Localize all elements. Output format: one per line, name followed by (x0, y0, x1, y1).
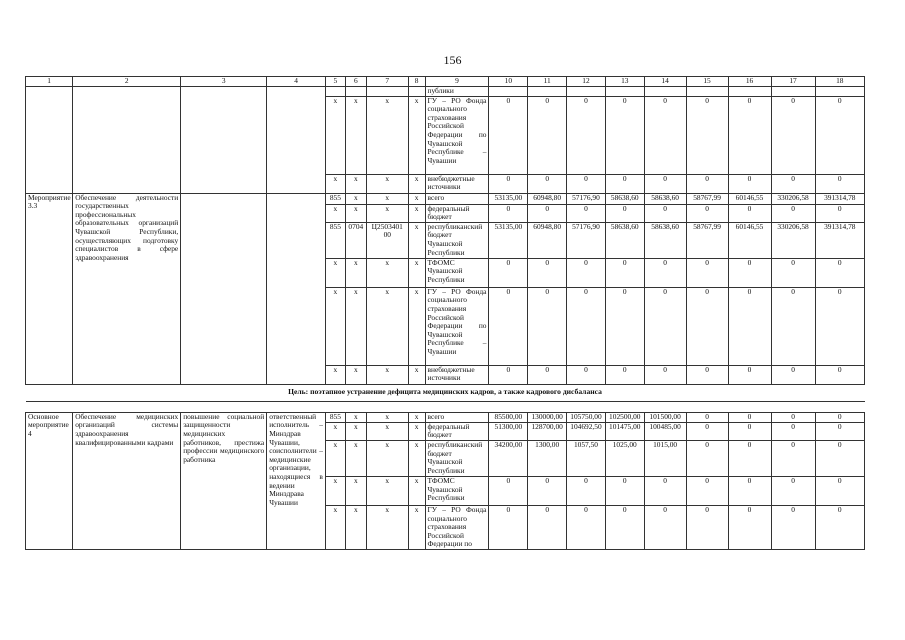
amount-cell: 0 (686, 174, 728, 193)
amount-cell: 130000,00 (528, 412, 567, 422)
page-number: 156 (443, 53, 462, 67)
amount-cell (567, 87, 606, 97)
column-number: 17 (771, 77, 815, 87)
amount-cell: 0 (815, 440, 864, 476)
amount-cell: 60948,80 (528, 222, 567, 258)
column-number: 2 (73, 77, 181, 87)
amount-cell: 0 (771, 174, 815, 193)
amount-cell: 0 (728, 505, 771, 549)
budget-code-cell: х (325, 287, 345, 365)
budget-code-cell: х (325, 258, 345, 287)
amount-cell: 53135,00 (489, 193, 528, 204)
amount-cell: 0 (686, 505, 728, 549)
executor-cell (267, 87, 326, 194)
column-number: 5 (325, 77, 345, 87)
amount-cell: 1057,50 (567, 440, 606, 476)
amount-cell (605, 87, 644, 97)
amount-cell: 0 (686, 287, 728, 365)
amount-cell: 0 (567, 287, 606, 365)
amount-cell: 58767,99 (686, 193, 728, 204)
expense-group-cell: х (408, 258, 425, 287)
goal-row (26, 384, 865, 401)
amount-cell: 0 (489, 204, 528, 222)
section-code-cell: х (345, 440, 366, 476)
amount-cell: 60948,80 (528, 193, 567, 204)
target-article-cell: х (366, 440, 408, 476)
amount-cell: 58638,60 (605, 222, 644, 258)
amount-cell: 0 (815, 476, 864, 505)
amount-cell: 0 (771, 422, 815, 440)
column-number: 4 (267, 77, 326, 87)
funding-source-cell: внебюджетные источники (425, 174, 489, 193)
amount-cell: 58767,99 (686, 222, 728, 258)
description-cell: Обеспечение деятельности государственных профессиональных образовательных организаций Чувашской Республики, осуществляющих подготовку специалистов в сфере здравоохранения (73, 193, 181, 384)
column-number: 8 (408, 77, 425, 87)
amount-cell: 0 (528, 476, 567, 505)
column-number: 15 (686, 77, 728, 87)
amount-cell (528, 87, 567, 97)
target-article-cell: х (366, 422, 408, 440)
funding-source-cell: всего (425, 193, 489, 204)
table-row (26, 412, 865, 422)
section-code-cell: х (345, 505, 366, 549)
target-article-cell: х (366, 505, 408, 549)
amount-cell: 101475,00 (605, 422, 644, 440)
amount-cell: 0 (815, 204, 864, 222)
amount-cell: 1025,00 (605, 440, 644, 476)
amount-cell: 58638,60 (605, 193, 644, 204)
amount-cell: 0 (686, 258, 728, 287)
amount-cell: 0 (644, 287, 686, 365)
budget-code-cell: х (325, 96, 345, 174)
amount-cell: 128700,00 (528, 422, 567, 440)
amount-cell: 0 (686, 365, 728, 384)
amount-cell: 0 (605, 505, 644, 549)
expense-group-cell: х (408, 204, 425, 222)
expense-group-cell: х (408, 440, 425, 476)
column-number: 9 (425, 77, 489, 87)
amount-cell: 60146,55 (728, 193, 771, 204)
budget-code-cell: 855 (325, 193, 345, 204)
amount-cell: 0 (728, 174, 771, 193)
expense-group-cell: х (408, 222, 425, 258)
amount-cell: 0 (605, 96, 644, 174)
amount-cell: 0 (528, 505, 567, 549)
column-number: 13 (605, 77, 644, 87)
column-number: 3 (181, 77, 267, 87)
amount-cell: 101500,00 (644, 412, 686, 422)
target-article-cell: х (366, 174, 408, 193)
table-cell (325, 87, 345, 97)
amount-cell: 0 (605, 258, 644, 287)
target-article-cell: х (366, 193, 408, 204)
budget-table (25, 76, 865, 550)
amount-cell: 0 (489, 174, 528, 193)
amount-cell: 391314,78 (815, 222, 864, 258)
target-article-cell: х (366, 287, 408, 365)
budget-code-cell: х (325, 204, 345, 222)
table-cell (408, 87, 425, 97)
table-row (26, 193, 865, 204)
amount-cell: 0 (528, 365, 567, 384)
amount-cell: 0 (728, 440, 771, 476)
target-article-cell: х (366, 204, 408, 222)
amount-cell: 0 (771, 287, 815, 365)
amount-cell: 57176,90 (567, 222, 606, 258)
amount-cell: 0 (644, 505, 686, 549)
amount-cell: 0 (567, 365, 606, 384)
amount-cell: 0 (815, 422, 864, 440)
amount-cell: 0 (528, 287, 567, 365)
amount-cell: 0 (815, 412, 864, 422)
result-cell (181, 87, 267, 194)
target-article-cell: х (366, 258, 408, 287)
section-code-cell: х (345, 476, 366, 505)
amount-cell (728, 87, 771, 97)
amount-cell: 0 (686, 440, 728, 476)
amount-cell: 0 (489, 365, 528, 384)
amount-cell: 51300,00 (489, 422, 528, 440)
amount-cell: 0 (489, 505, 528, 549)
amount-cell: 0 (528, 96, 567, 174)
amount-cell: 0 (489, 258, 528, 287)
amount-cell: 0 (815, 505, 864, 549)
funding-source-cell: республиканский бюджет Чувашской Республики (425, 222, 489, 258)
budget-code-cell: 855 (325, 222, 345, 258)
column-number: 6 (345, 77, 366, 87)
column-header-row (26, 77, 865, 87)
amount-cell: 1300,00 (528, 440, 567, 476)
target-article-cell: х (366, 412, 408, 422)
funding-source-cell: всего (425, 412, 489, 422)
target-article-cell: х (366, 476, 408, 505)
column-number: 11 (528, 77, 567, 87)
description-cell: Обеспечение медицинских организаций системы здравоохранения квалифицированными кадрами (73, 412, 181, 549)
amount-cell: 0 (567, 505, 606, 549)
funding-source-cell: ТФОМС Чувашской Республики (425, 476, 489, 505)
amount-cell: 0 (489, 287, 528, 365)
amount-cell: 1015,00 (644, 440, 686, 476)
activity-cell (26, 87, 73, 194)
budget-code-cell: х (325, 422, 345, 440)
amount-cell: 0 (771, 96, 815, 174)
budget-code-cell: х (325, 174, 345, 193)
section-code-cell: х (345, 412, 366, 422)
goal-heading: Цель: поэтапное устранение дефицита медицинских кадров, а также кадрового дисбаланса (26, 384, 865, 401)
amount-cell: 0 (644, 96, 686, 174)
amount-cell: 58638,60 (644, 193, 686, 204)
section-code-cell: х (345, 422, 366, 440)
amount-cell: 0 (528, 174, 567, 193)
amount-cell (815, 87, 864, 97)
amount-cell: 0 (728, 96, 771, 174)
amount-cell: 0 (686, 96, 728, 174)
amount-cell: 60146,55 (728, 222, 771, 258)
amount-cell: 0 (686, 204, 728, 222)
column-number: 7 (366, 77, 408, 87)
column-number: 14 (644, 77, 686, 87)
column-number: 1 (26, 77, 73, 87)
amount-cell: 0 (567, 204, 606, 222)
expense-group-cell: х (408, 96, 425, 174)
amount-cell: 0 (644, 476, 686, 505)
amount-cell: 0 (728, 422, 771, 440)
budget-code-cell: х (325, 440, 345, 476)
section-code-cell: х (345, 174, 366, 193)
amount-cell: 0 (567, 174, 606, 193)
funding-source-cell: федеральный бюджет (425, 204, 489, 222)
target-article-cell: х (366, 365, 408, 384)
amount-cell: 0 (528, 258, 567, 287)
section-code-cell: х (345, 204, 366, 222)
table-cell (366, 87, 408, 97)
amount-cell: 53135,00 (489, 222, 528, 258)
expense-group-cell: х (408, 505, 425, 549)
amount-cell: 0 (644, 174, 686, 193)
amount-cell: 0 (771, 412, 815, 422)
amount-cell (644, 87, 686, 97)
funding-source-cell: федеральный бюджет (425, 422, 489, 440)
amount-cell: 0 (644, 258, 686, 287)
amount-cell: 0 (771, 258, 815, 287)
executor-cell: ответственный исполнитель – Минздрав Чувашии, соисполнители – медицинские организации, находящиеся в ведении Минздрава Чувашии (267, 412, 326, 549)
amount-cell: 0 (728, 412, 771, 422)
amount-cell (771, 87, 815, 97)
funding-source-cell: республиканский бюджет Чувашской Республики (425, 440, 489, 476)
amount-cell: 0 (728, 365, 771, 384)
result-cell: повышение социальной защищенности медицинских работников, престижа профессии медицинского работника (181, 412, 267, 549)
description-cell (73, 87, 181, 194)
column-number: 12 (567, 77, 606, 87)
amount-cell: 0 (771, 204, 815, 222)
amount-cell: 0 (728, 287, 771, 365)
amount-cell: 0 (686, 412, 728, 422)
target-article-cell: х (366, 96, 408, 174)
table-row (26, 87, 865, 97)
amount-cell: 0 (686, 422, 728, 440)
amount-cell: 0 (771, 505, 815, 549)
activity-cell: Мероприятие 3.3 (26, 193, 73, 384)
amount-cell: 0 (771, 365, 815, 384)
amount-cell: 0 (815, 287, 864, 365)
section-code-cell: 0704 (345, 222, 366, 258)
amount-cell: 0 (728, 204, 771, 222)
amount-cell: 391314,78 (815, 193, 864, 204)
amount-cell: 85500,00 (489, 412, 528, 422)
amount-cell: 0 (771, 440, 815, 476)
amount-cell: 0 (686, 476, 728, 505)
funding-source-cell: внебюджетные источники (425, 365, 489, 384)
funding-source-cell: публики (425, 87, 489, 97)
amount-cell: 0 (728, 258, 771, 287)
funding-source-cell: ТФОМС Чувашской Республики (425, 258, 489, 287)
budget-code-cell: х (325, 476, 345, 505)
column-number: 10 (489, 77, 528, 87)
spacer-cell (26, 401, 865, 412)
amount-cell: 0 (605, 174, 644, 193)
amount-cell: 105750,00 (567, 412, 606, 422)
section-code-cell: х (345, 258, 366, 287)
amount-cell: 34200,00 (489, 440, 528, 476)
expense-group-cell: х (408, 412, 425, 422)
target-article-cell: Ц2503401 00 (366, 222, 408, 258)
amount-cell: 0 (567, 96, 606, 174)
amount-cell: 100485,00 (644, 422, 686, 440)
amount-cell: 0 (489, 476, 528, 505)
amount-cell: 0 (644, 365, 686, 384)
expense-group-cell: х (408, 287, 425, 365)
amount-cell: 104692,50 (567, 422, 606, 440)
funding-source-cell: ГУ – РО Фонда социального страхования Российской Федерации по (425, 505, 489, 549)
column-number: 18 (815, 77, 864, 87)
amount-cell: 0 (605, 287, 644, 365)
table-cell (345, 87, 366, 97)
expense-group-cell: х (408, 174, 425, 193)
amount-cell: 330206,58 (771, 222, 815, 258)
budget-code-cell: х (325, 365, 345, 384)
section-code-cell: х (345, 287, 366, 365)
funding-source-cell: ГУ – РО Фонда социального страхования Российской Федерации по Чувашской Республике – Чувашии (425, 96, 489, 174)
section-code-cell: х (345, 96, 366, 174)
amount-cell: 0 (567, 258, 606, 287)
expense-group-cell: х (408, 365, 425, 384)
activity-cell: Основное мероприятие 4 (26, 412, 73, 549)
amount-cell: 0 (771, 476, 815, 505)
amount-cell: 57176,90 (567, 193, 606, 204)
expense-group-cell: х (408, 476, 425, 505)
amount-cell: 58638,60 (644, 222, 686, 258)
amount-cell: 0 (815, 365, 864, 384)
section-code-cell: х (345, 193, 366, 204)
amount-cell: 0 (728, 476, 771, 505)
amount-cell: 0 (567, 476, 606, 505)
amount-cell: 0 (605, 365, 644, 384)
budget-code-cell: х (325, 505, 345, 549)
budget-code-cell: 855 (325, 412, 345, 422)
column-number: 16 (728, 77, 771, 87)
amount-cell: 0 (605, 476, 644, 505)
expense-group-cell: х (408, 193, 425, 204)
amount-cell (686, 87, 728, 97)
executor-cell (267, 193, 326, 384)
expense-group-cell: х (408, 422, 425, 440)
amount-cell: 0 (644, 204, 686, 222)
amount-cell: 330206,58 (771, 193, 815, 204)
amount-cell: 0 (815, 174, 864, 193)
amount-cell: 102500,00 (605, 412, 644, 422)
section-code-cell: х (345, 365, 366, 384)
result-cell (181, 193, 267, 384)
amount-cell: 0 (528, 204, 567, 222)
amount-cell: 0 (815, 258, 864, 287)
amount-cell: 0 (605, 204, 644, 222)
amount-cell: 0 (489, 96, 528, 174)
funding-source-cell: ГУ – РО Фонда социального страхования Российской Федерации по Чувашской Республике – Чувашии (425, 287, 489, 365)
amount-cell (489, 87, 528, 97)
amount-cell: 0 (815, 96, 864, 174)
